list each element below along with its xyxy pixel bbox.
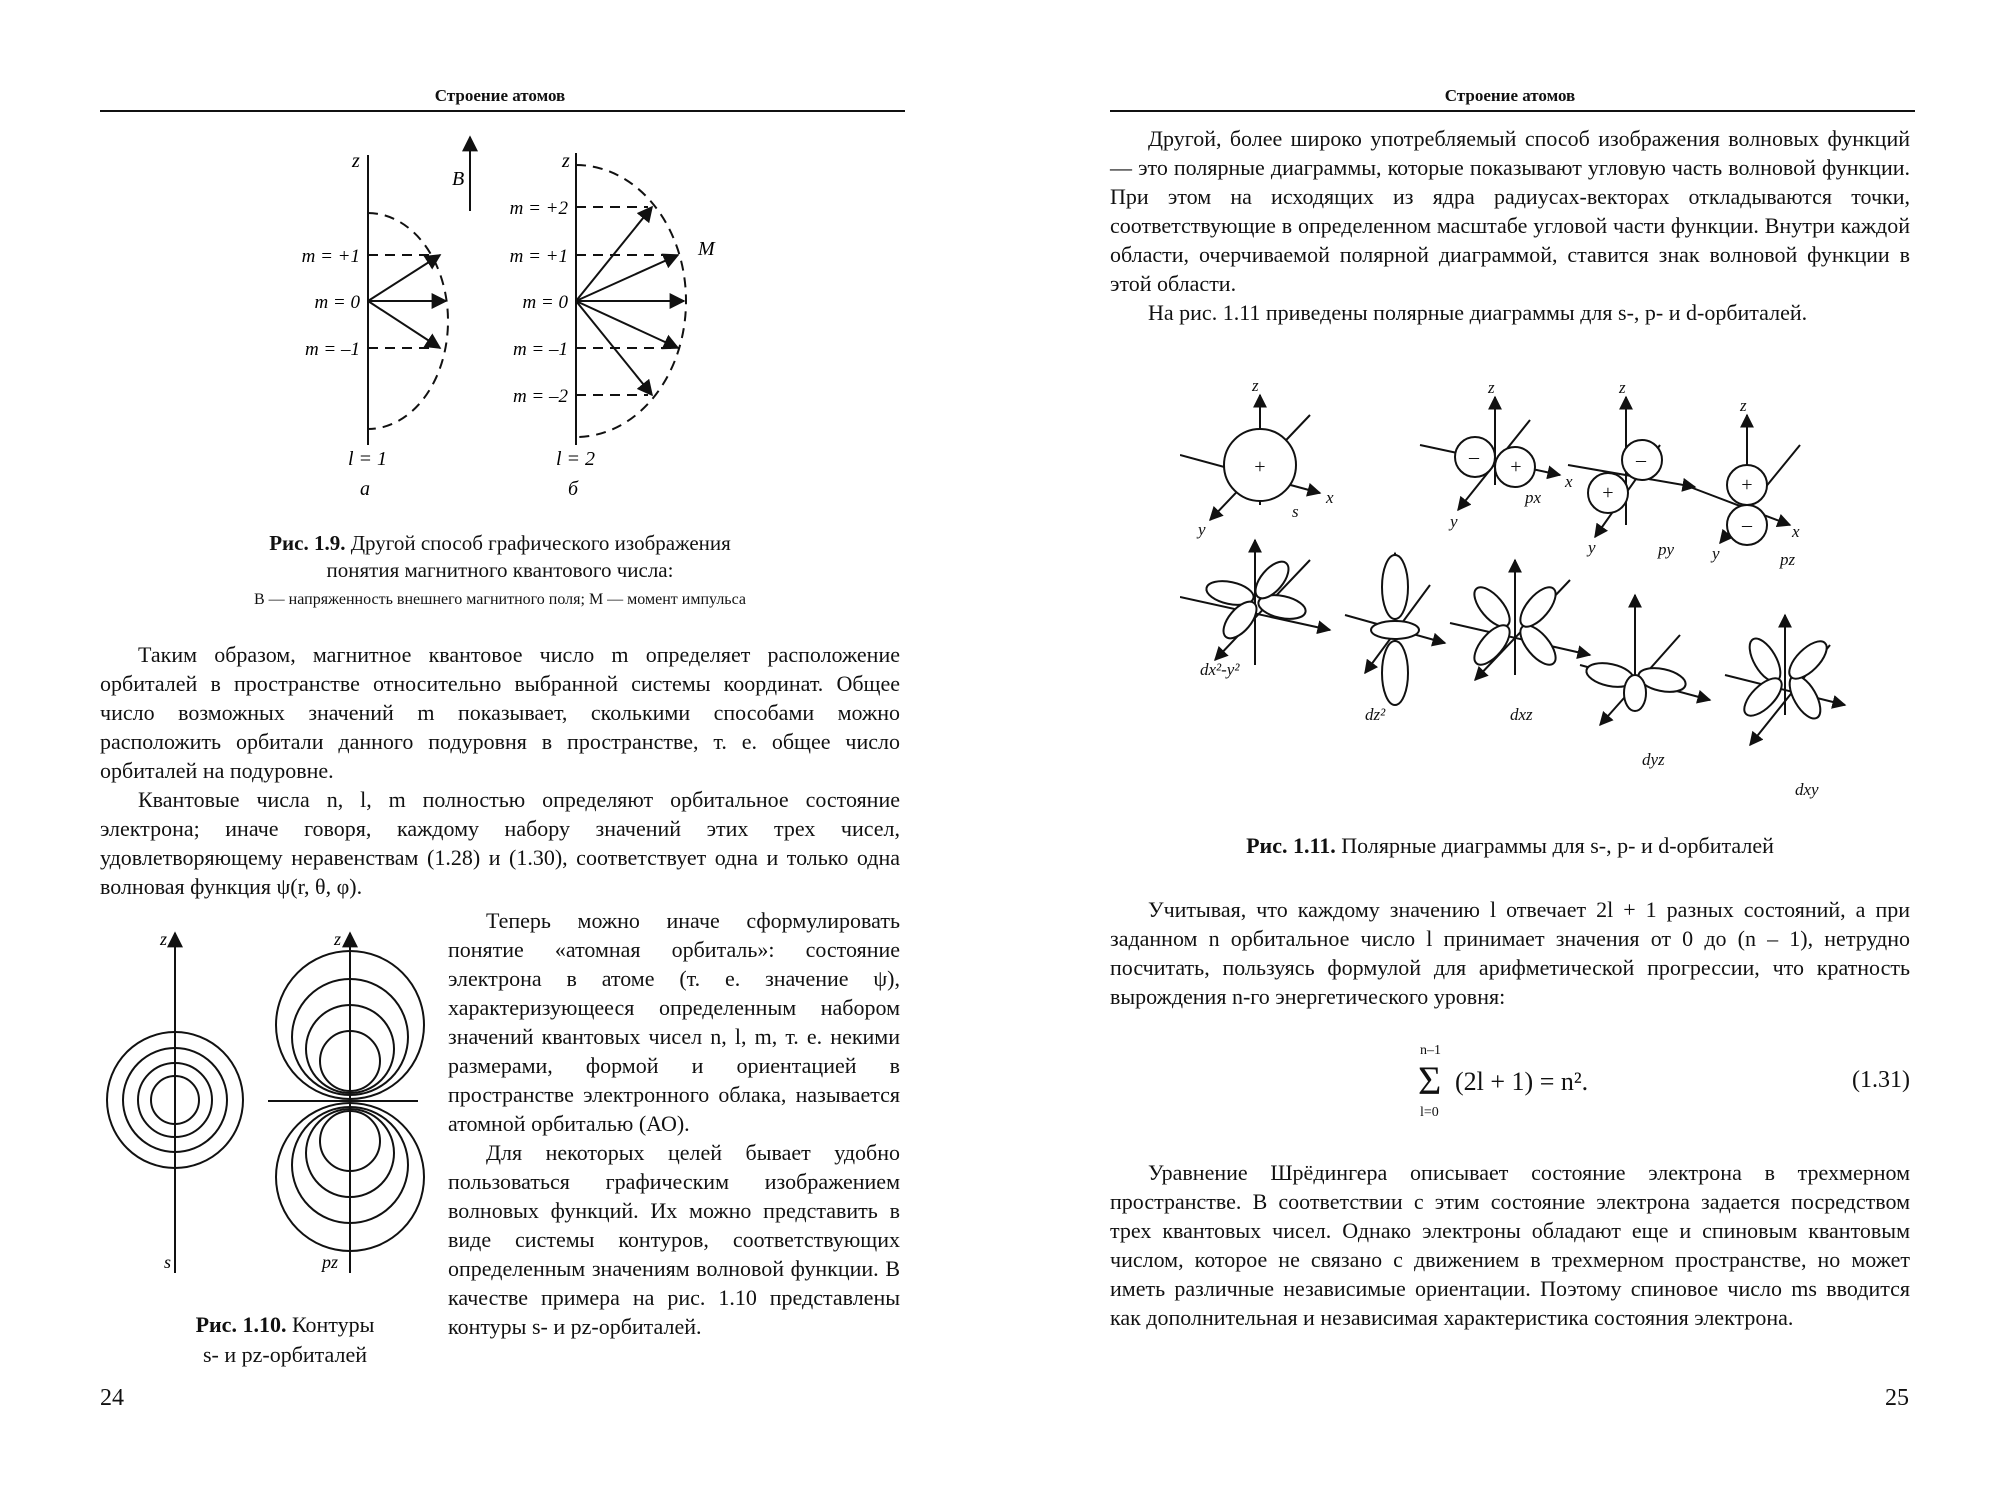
level-a-minus1: m = –1 <box>304 339 360 360</box>
svg-text:z: z <box>1619 378 1626 397</box>
label-dxy: dxy <box>1795 780 1819 799</box>
eq-lower-limit: l=0 <box>1420 1105 1439 1120</box>
paragraph: На рис. 1.11 приведены полярные диаграммы для s-, p- и d-орбиталей. <box>1148 300 1808 325</box>
header-rule-right <box>1110 110 1915 112</box>
label-s: s <box>1292 502 1299 521</box>
svg-text:z: z <box>1488 378 1495 397</box>
svg-text:y: y <box>1450 512 1458 531</box>
caption-note: B — напряженность внешнего магнитного поля; M — момент импульса <box>254 591 746 608</box>
left-text-block <box>100 640 900 901</box>
svg-text:y: y <box>1588 538 1596 557</box>
svg-text:m = 0: m = 0 <box>522 292 568 313</box>
svg-text:x: x <box>1326 488 1334 507</box>
paragraph: Учитывая, что каждому значению l отвечает 2l + 1 разных состояний, а при заданном n орбитальное число l принимает значения от 0 до (n – 1), нетрудно посчитать, пользуясь формулой для арифметической прогрессии, что кратность вырождения n-го энергетического уровня: <box>1110 897 1911 1009</box>
svg-text:+: + <box>1601 482 1615 504</box>
eq-body: (2l + 1) = n². <box>1455 1067 1589 1096</box>
paragraph: Для некоторых целей бывает удобно пользоваться графическим изображением волновых функций. Их можно представить в виде системы контуров, соответствующих определенным значениям волновой функции. В качестве примера на рис. 1.10 представлены контуры s- и pz-орбиталей. <box>448 1140 900 1339</box>
running-head-left: Строение атомов <box>434 86 566 105</box>
svg-text:z: z <box>1740 396 1747 415</box>
header-rule-left <box>100 110 905 112</box>
dyz-orbital-diagram <box>1580 595 1710 725</box>
eq-upper-limit: n–1 <box>1420 1043 1441 1058</box>
s-orbital-diagram <box>1180 395 1320 520</box>
eq-number: (1.31) <box>1852 1067 1910 1093</box>
sub-b: б <box>568 478 579 500</box>
paragraph: Другой, более широко употребляемый способ изображения волновых функций — это полярные диаграммы, которые показывают угловую часть волновой функции. При этом на исходящих из ядра радиусах-векторах откладываются точки, соответствующие в определенном масштабе угловой части функции. Внутри каждой области, очерчиваемой полярной диаграммой, ставится знак волновой функции в этой области. <box>1110 126 1910 296</box>
s-label: s <box>164 1252 172 1272</box>
right-text-top <box>1110 124 1910 327</box>
svg-text:z: z <box>334 929 342 949</box>
paragraph: Уравнение Шрёдингера описывает состояние электрона в трехмерном пространстве. В соответствии с этим состояние электрона задается посредством трех квантовых чисел. Однако электроны обладают еще и спиновым квантовым числом, которое не связано с движением в трехмерном пространстве, но может иметь различные независимые ориентации. Поэтому спиновое число ms вводится как дополнительная и независимая характеристика состояния электрона. <box>1110 1160 1910 1330</box>
running-head-right: Строение атомов <box>1444 86 1576 105</box>
svg-text:+: + <box>1509 456 1523 478</box>
label-px: px <box>1525 488 1542 507</box>
svg-text:m = –1: m = –1 <box>512 339 568 360</box>
sub-a: а <box>360 478 370 500</box>
svg-text:–: – <box>1469 446 1479 468</box>
page-number-right: 25 <box>1885 1385 1909 1411</box>
dxy-orbital-diagram <box>1725 615 1845 745</box>
svg-text:x: x <box>1565 472 1573 491</box>
dx2-y2-orbital-diagram <box>1180 540 1330 665</box>
dxz-orbital-diagram <box>1450 560 1590 680</box>
pz-label: pz <box>322 1252 339 1272</box>
figure-1-11 <box>1180 375 1850 805</box>
right-text-bottom <box>1110 1158 1910 1332</box>
equation-1-31 <box>1110 1045 1910 1135</box>
paragraph: Квантовые числа n, l, m полностью определяют орбитальное состояние электрона; иначе говоря, каждому набору значений этих трех чисел, удовлетворяющему неравенствам (1.28) и (1.30), соответствует одна и только одна волновая функция ψ(r, θ, φ). <box>100 787 900 899</box>
svg-text:–: – <box>1742 514 1752 536</box>
caption-fig-1-11: Рис. 1.11. Полярные диаграммы для s-, p- и d-орбиталей <box>1246 833 1774 858</box>
label-dx2-y2: dx²-y² <box>1200 660 1240 679</box>
right-page <box>1000 0 2000 1494</box>
vector-m-plus1-a <box>368 255 440 301</box>
M-label: M <box>698 238 715 260</box>
svg-text:+: + <box>1740 474 1754 496</box>
svg-text:m = +1: m = +1 <box>509 246 568 267</box>
level-a-plus1: m = +1 <box>301 246 360 267</box>
label-l2: l = 2 <box>556 448 596 470</box>
left-text-column <box>448 906 900 1341</box>
label-dz2: dz² <box>1365 705 1386 724</box>
dz2-orbital-diagram <box>1345 553 1445 705</box>
label-dyz: dyz <box>1642 750 1665 769</box>
svg-text:+: + <box>1253 456 1267 478</box>
figure-1-9 <box>280 125 740 505</box>
py-orbital-diagram <box>1568 397 1695 537</box>
axis-z-label-a: z <box>352 150 360 172</box>
svg-text:m = –2: m = –2 <box>512 386 568 407</box>
svg-text:y: y <box>1198 520 1206 539</box>
caption-fig-1-10: Рис. 1.10. Контуры s- и pz-орбиталей <box>195 1312 375 1367</box>
eq-sum: Σ <box>1418 1058 1442 1103</box>
axis-z-label-b: z <box>562 150 570 172</box>
svg-text:z: z <box>1252 376 1259 395</box>
paragraph: Таким образом, магнитное квантовое число m определяет расположение орбиталей в пространстве относительно выбранной системы координат. Общее число возможных значений m показывает, сколькими способами можно расположить орбитали данного подуровня в пространстве, т. е. общее число орбиталей на подуровне. <box>100 642 900 783</box>
svg-text:–: – <box>1636 449 1646 471</box>
svg-text:y: y <box>1712 544 1720 563</box>
figure-1-10 <box>100 925 430 1285</box>
paragraph: Теперь можно иначе сформулировать понятие «атомная орбиталь»: состояние электрона в атоме (т. е. значение ψ), характеризующееся определенным набором значений квантовых чисел n, l, m, т. е. некими размерами, формой и ориентацией в пространстве электронного облака, называется атомной орбиталью (АО). <box>448 908 900 1136</box>
svg-text:z: z <box>160 929 168 949</box>
page-number-left: 24 <box>100 1385 124 1411</box>
label-dxz: dxz <box>1510 705 1533 724</box>
label-py: py <box>1658 540 1675 559</box>
right-text-middle <box>1110 895 1910 1011</box>
B-label: B <box>452 168 465 190</box>
svg-text:x: x <box>1792 522 1800 541</box>
caption-fig-1-9: Рис. 1.9. Другой способ графического изображения понятия магнитного квантового числа: B — напряженность внешнего магнитного поля; M — момент импульса <box>254 531 746 608</box>
dashed-arc-a <box>368 213 448 429</box>
svg-text:m = +2: m = +2 <box>509 198 568 219</box>
vector-m-minus1-a <box>368 301 440 348</box>
label-pz: pz <box>1780 550 1796 569</box>
label-l1: l = 1 <box>348 448 388 470</box>
level-a-0: m = 0 <box>314 292 360 313</box>
